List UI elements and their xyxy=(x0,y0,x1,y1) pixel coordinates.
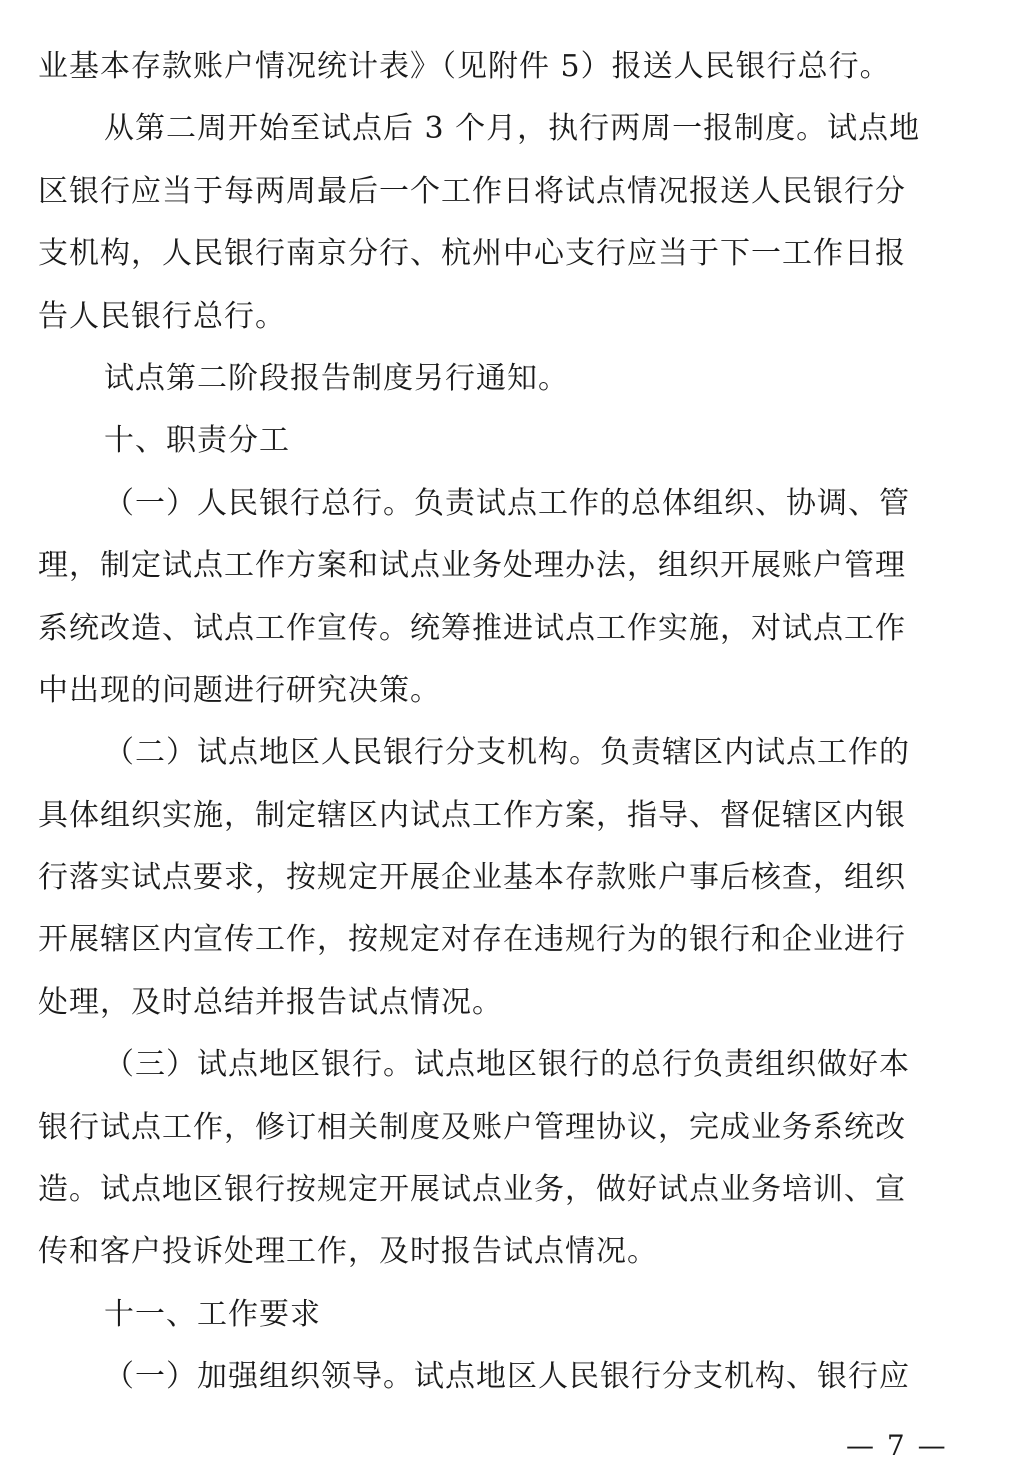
text-line-22: （一）加强组织领导。试点地区人民银行分支机构、银行应 xyxy=(104,1359,910,1395)
text-line-15: 开展辖区内宣传工作，按规定对存在违规行为的银行和企业进行 xyxy=(38,922,906,958)
text-line-14: 行落实试点要求，按规定开展企业基本存款账户事后核查，组织 xyxy=(38,860,906,896)
text-line-16: 处理，及时总结并报告试点情况。 xyxy=(38,984,503,1020)
text-line-17: （三）试点地区银行。试点地区银行的总行负责组织做好本 xyxy=(104,1047,910,1083)
text-line-10: 系统改造、试点工作宣传。统筹推进试点工作实施，对试点工作 xyxy=(38,610,906,646)
text-line-19: 造。试点地区银行按规定开展试点业务，做好试点业务培训、宣 xyxy=(38,1172,906,1208)
text-line-1: 业基本存款账户情况统计表》（见附件 5）报送人民银行总行。 xyxy=(38,49,891,84)
text-line-20: 传和客户投诉处理工作，及时报告试点情况。 xyxy=(38,1234,658,1270)
section-heading-10: 十、职责分工 xyxy=(104,423,290,459)
text-line-5: 告人民银行总行。 xyxy=(38,298,286,334)
text-line-18: 银行试点工作，修订相关制度及账户管理协议，完成业务系统改 xyxy=(38,1109,906,1145)
page-number: — 7 — xyxy=(846,1429,948,1462)
text-line-11: 中出现的问题进行研究决策。 xyxy=(38,672,441,708)
text-line-12: （二）试点地区人民银行分支机构。负责辖区内试点工作的 xyxy=(104,735,910,771)
text-line-4: 支机构，人民银行南京分行、杭州中心支行应当于下一工作日报 xyxy=(38,236,906,272)
text-line-2: 从第二周开始至试点后 3 个月，执行两周一报制度。试点地 xyxy=(104,111,921,147)
section-heading-11: 十一、工作要求 xyxy=(104,1296,321,1332)
text-line-13: 具体组织实施，制定辖区内试点工作方案，指导、督促辖区内银 xyxy=(38,797,906,833)
text-line-8: （一）人民银行总行。负责试点工作的总体组织、协调、管 xyxy=(104,485,910,521)
document-page xyxy=(38,36,988,1409)
text-line-6: 试点第二阶段报告制度另行通知。 xyxy=(104,360,569,396)
text-line-3: 区银行应当于每两周最后一个工作日将试点情况报送人民银行分 xyxy=(38,173,906,209)
text-line-9: 理，制定试点工作方案和试点业务处理办法，组织开展账户管理 xyxy=(38,548,906,584)
